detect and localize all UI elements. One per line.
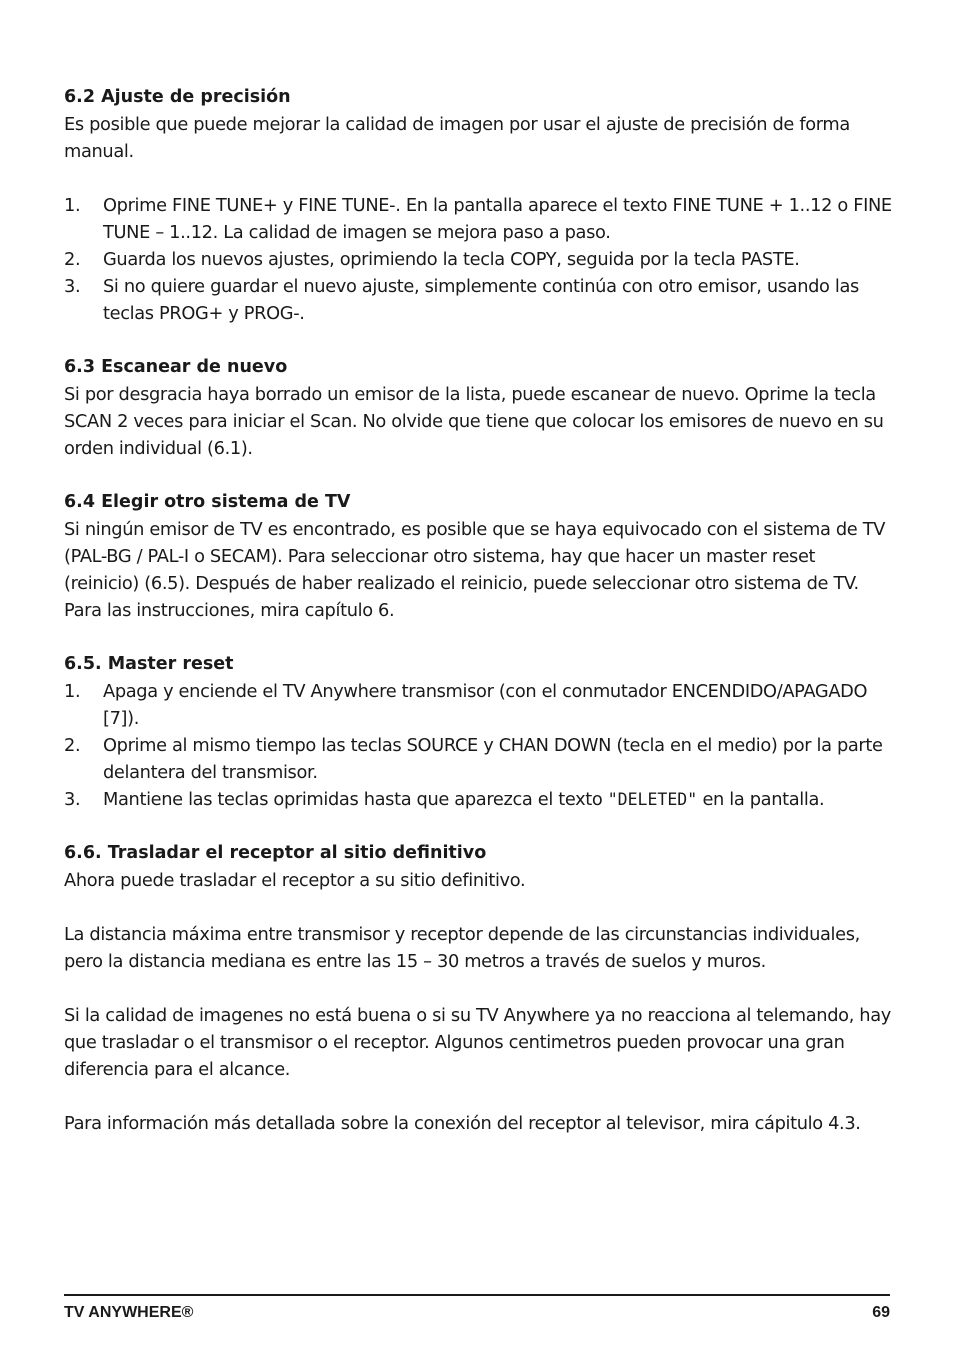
item-text-pre: Mantiene las teclas oprimidas hasta que aparezca el texto [103,789,608,810]
page-content [64,84,892,1164]
item-number: 2. [64,735,81,756]
list-item [64,192,892,246]
section-intro: Es posible que puede mejorar la calidad de imagen por usar el ajuste de precisión de forma manual. [64,114,850,162]
paragraph: La distancia máxima entre transmisor y receptor depende de las circunstancias individuales, pero la distancia mediana es entre las 15 – 30 metros a través de suelos y muros. [64,924,860,972]
section-heading: 6.5. Master reset [64,654,234,674]
numbered-list [64,678,892,813]
item-text: Si no quiere guardar el nuevo ajuste, simplemente continúa con otro emisor, usando las teclas PROG+ y PROG-. [103,276,859,324]
section-heading: 6.3 Escanear de nuevo [64,357,288,377]
list-item [64,786,892,813]
item-number: 1. [64,195,81,216]
section-6-3 [64,354,892,462]
paragraph: Para información más detallada sobre la conexión del receptor al televisor, mira cápitulo 4.3. [64,1113,861,1134]
footer-divider [64,1294,890,1296]
list-item [64,732,892,786]
list-item [64,678,892,732]
section-6-5 [64,651,892,813]
section-6-2 [64,84,892,327]
item-number: 2. [64,249,81,270]
section-6-6 [64,840,892,1137]
item-number: 3. [64,276,81,297]
section-heading: 6.2 Ajuste de precisión [64,87,291,107]
list-item [64,273,892,327]
item-text: Oprime al mismo tiempo las teclas SOURCE y CHAN DOWN (tecla en el medio) por la parte delantera del transmisor. [103,735,883,783]
item-number: 1. [64,681,81,702]
item-text: Apaga y enciende el TV Anywhere transmisor (con el conmutador ENCENDIDO/APAGADO [7]). [103,681,868,729]
section-heading: 6.4 Elegir otro sistema de TV [64,492,351,512]
footer-brand: TV ANYWHERE® [64,1304,194,1321]
section-6-4 [64,489,892,624]
paragraph: Ahora puede trasladar el receptor a su sitio definitivo. [64,870,526,891]
item-number: 3. [64,789,81,810]
page-number: 69 [872,1304,890,1321]
item-text-post: en la pantalla. [697,789,825,810]
numbered-list [64,192,892,327]
section-text: Si por desgracia haya borrado un emisor de la lista, puede escanear de nuevo. Oprime la tecla SCAN 2 veces para iniciar el Scan. No olvide que tiene que colocar los emisores de nuevo en su orden individual (6.1). [64,384,884,459]
list-item [64,246,892,273]
section-text: Si ningún emisor de TV es encontrado, es posible que se haya equivocado con el sistema de TV (PAL-BG / PAL-I o SECAM). Para seleccionar otro sistema, hay que hacer un master reset (reinicio) (6.5). Después de haber realizado el reinicio, puede seleccionar otro sistema de TV. Para las instrucciones, mira capítulo 6. [64,519,886,621]
paragraph: Si la calidad de imagenes no está buena o si su TV Anywhere ya no reacciona al telemando, hay que trasladar o el transmisor o el receptor. Algunos centimetros pueden provocar una gran diferencia para el alcance. [64,1005,891,1080]
section-heading: 6.6. Trasladar el receptor al sitio definitivo [64,843,487,863]
code-text: "DELETED" [607,790,698,809]
item-text: Guarda los nuevos ajustes, oprimiendo la tecla COPY, seguida por la tecla PASTE. [103,249,800,270]
item-text: Oprime FINE TUNE+ y FINE TUNE-. En la pantalla aparece el texto FINE TUNE + 1..12 o FINE TUNE – 1..12. La calidad de imagen se mejora paso a paso. [103,195,892,243]
